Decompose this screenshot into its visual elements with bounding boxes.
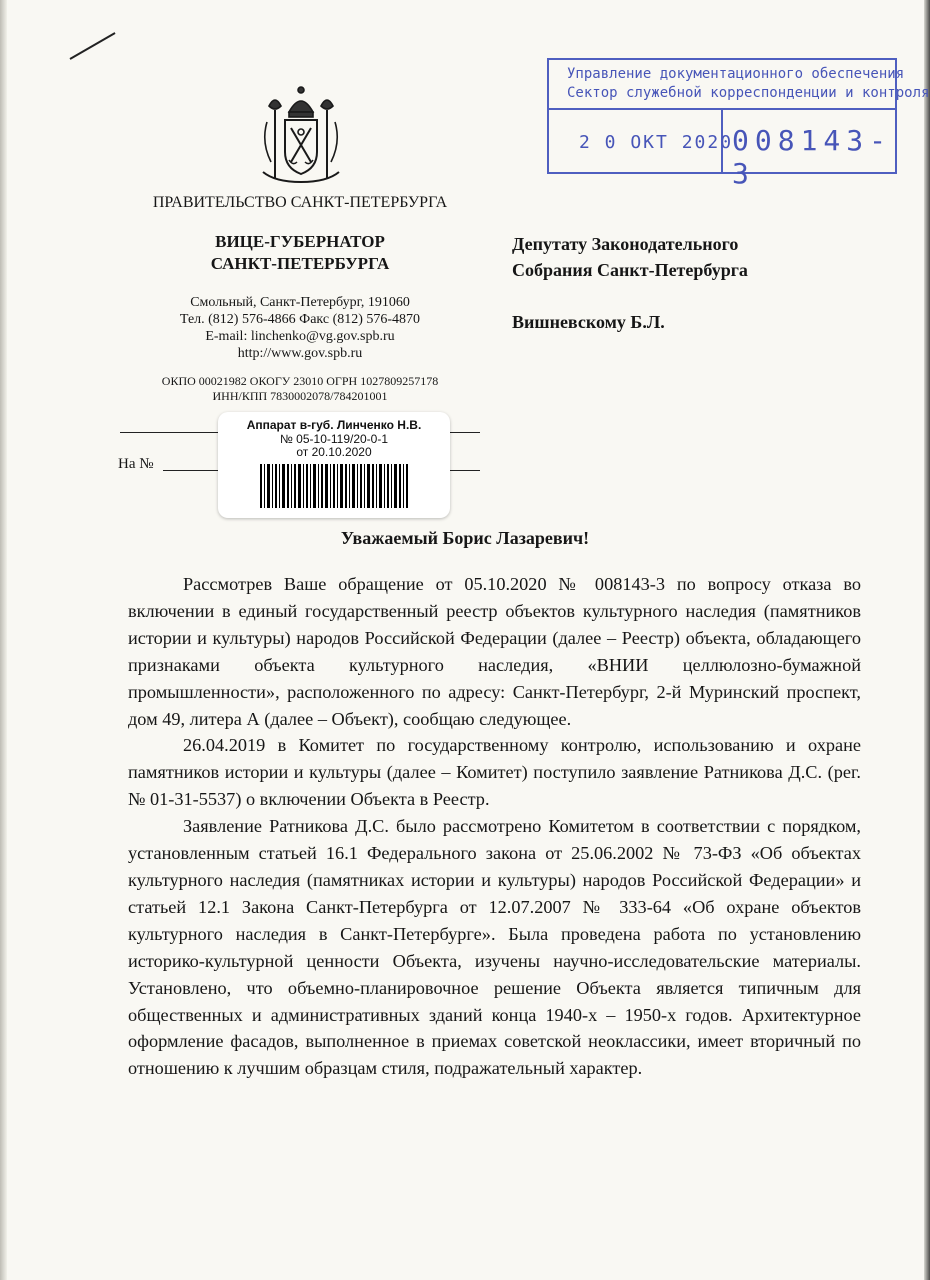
barcode-icon <box>260 464 408 508</box>
pen-mark <box>70 32 116 60</box>
stamp-department: Управление документационного обеспечения <box>567 66 905 82</box>
body-paragraph-3: Заявление Ратникова Д.С. было рассмотрено Комитетом в соответствии с порядком, установленным статьей 16.1 Федерального закона от 25.06.2002 № 73-ФЗ «Об объектах культурного наследия (памятниках истории и культуры) народов Российской Федерации» и статьей 12.1 Закона Санкт-Петербурга от 12.07.2007 № 333-64 «Об охране объектов культурного наследия в Санкт-Петербурге». Была проведена работа по установлению историко-культурной ценности Объекта, изучены научно-исследовательские материалы. Установлено, что объемно-планировочное решение Объекта является типичным для общественных и административных зданий конца 1940-х – 1950-х годов. Архитектурное оформление фасадов, выполненное в приемах советской неоклассики, имеет вторичный по отношению к лучшим образцам стиля, подражательный характер. <box>128 816 861 1079</box>
body-paragraph-2: 26.04.2019 в Комитет по государственному контролю, использованию и охране памятников истории и культуры (далее – Комитет) поступило заявление Ратникова Д.С. (рег. № 01-31-5537) о включении Объекта в Реестр. <box>128 735 861 810</box>
scan-edge-left <box>0 0 7 1280</box>
sticker-reg-number: № 05-10-119/20-0-1 <box>279 432 389 446</box>
scan-edge-right <box>924 0 930 1280</box>
vice-governor-city: САНКТ-ПЕТЕРБУРГА <box>210 254 390 273</box>
stamp-date: 2 0 ОКТ 2020 <box>579 132 734 153</box>
phone-fax: Тел. (812) 576-4866 Факс (812) 576-4870 <box>179 312 421 327</box>
addressee-organization: Собрания Санкт-Петербурга <box>512 260 748 280</box>
registry-codes: ОКПО 00021982 ОКОГУ 23010 ОГРН 1027809257178 <box>161 374 439 388</box>
salutation: Уважаемый Борис Лазаревич! <box>340 528 590 548</box>
spb-coat-of-arms-icon <box>253 82 349 188</box>
vice-governor-title: ВИЦЕ-ГУБЕРНАТОР <box>215 232 385 251</box>
government-name: ПРАВИТЕЛЬСТВО САНКТ-ПЕТЕРБУРГА <box>152 194 448 211</box>
barcode-sticker <box>218 412 450 518</box>
stamp-sector: Сектор служебной корреспонденции и контроля <box>567 85 930 101</box>
website: http://www.gov.spb.ru <box>237 346 363 361</box>
reference-label: На № <box>118 456 154 472</box>
letter-body <box>128 571 861 1082</box>
body-paragraph-1: Рассмотрев Ваше обращение от 05.10.2020 № 008143-3 по вопросу отказа во включении в единый государственный реестр объектов культурного наследия (памятников истории и культуры) народов Российской Федерации (далее – Реестр) объекта, обладающего признаками объекта культурного наследия, «ВНИИ целлюлозно-бумажной промышленности», расположенного по адресу: Санкт-Петербург, 2-й Муринский проспект, дом 49, литера А (далее – Объект), сообщаю следующее. <box>128 574 861 729</box>
sticker-office: Аппарат в-губ. Линченко Н.В. <box>246 418 422 432</box>
registration-stamp <box>547 58 930 190</box>
sticker-date: от 20.10.2020 <box>296 445 372 459</box>
email: E-mail: linchenko@vg.gov.spb.ru <box>205 329 395 344</box>
address: Смольный, Санкт-Петербург, 191060 <box>190 295 410 310</box>
addressee-name: Вишневскому Б.Л. <box>512 312 665 332</box>
stamp-number: 008143-3 <box>732 124 893 190</box>
tax-codes: ИНН/КПП 7830002078/784201001 <box>212 389 388 403</box>
addressee-position: Депутату Законодательного <box>512 234 739 254</box>
